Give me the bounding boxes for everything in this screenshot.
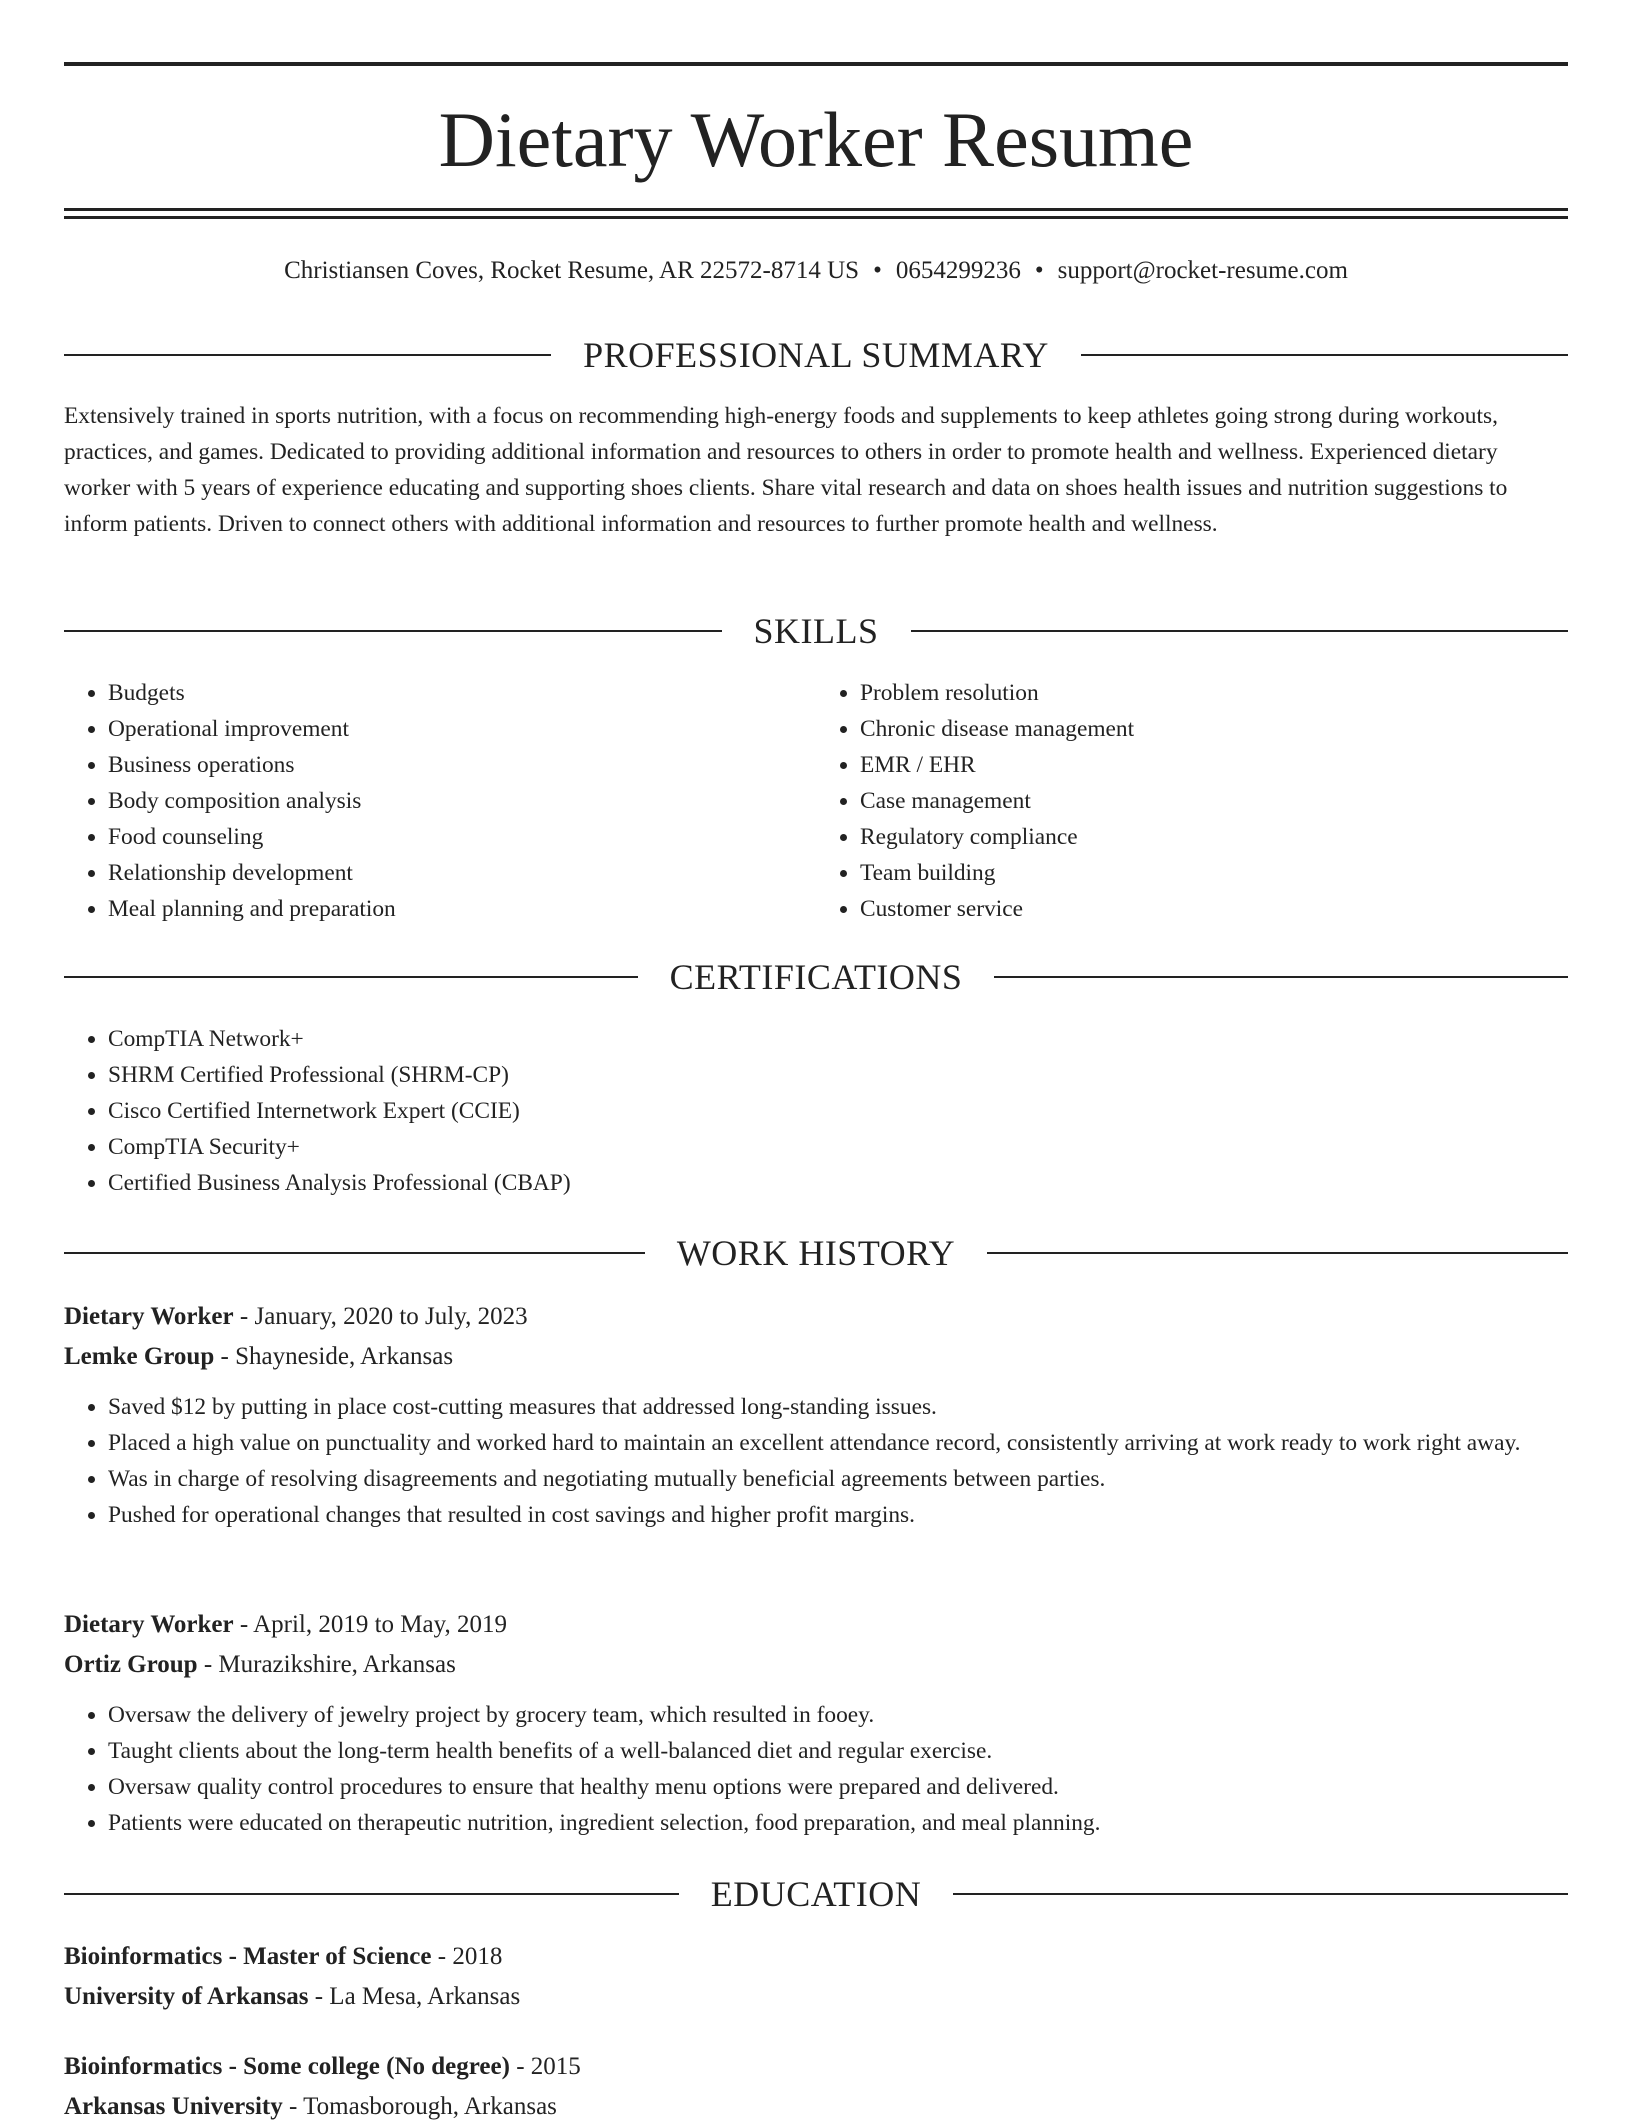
list-item: • Cisco Certified Internetwork Expert (CCIE) bbox=[108, 1093, 1568, 1129]
section-title: WORK HISTORY bbox=[676, 1233, 956, 1273]
section-heading-certifications bbox=[64, 955, 1568, 999]
list-item: • Was in charge of resolving disagreements and negotiating mutually beneficial agreements between parties. bbox=[108, 1461, 1568, 1497]
job-company: Ortiz Group bbox=[64, 1651, 198, 1678]
skills-column-right bbox=[816, 675, 1568, 927]
job-bullets bbox=[64, 1389, 1568, 1533]
education-year: - 2018 bbox=[431, 1943, 503, 1970]
education-year: - 2015 bbox=[509, 2053, 581, 2080]
job-company-line bbox=[64, 1645, 1568, 1685]
heading-rule-right bbox=[953, 1893, 1568, 1895]
heading-rule-left bbox=[64, 1893, 679, 1895]
heading-rule-left bbox=[64, 630, 722, 632]
education-entry bbox=[64, 2047, 1568, 2127]
heading-rule-left bbox=[64, 1252, 645, 1254]
contact-phone: 0654299236 bbox=[895, 257, 1021, 284]
list-item: • Oversaw the delivery of jewelry project by grocery team, which resulted in fooey. bbox=[108, 1697, 1568, 1733]
title-rule-lower bbox=[64, 216, 1568, 219]
job-title: Dietary Worker bbox=[64, 1303, 234, 1330]
heading-rule-right bbox=[987, 1252, 1568, 1254]
job-location: - Shayneside, Arkansas bbox=[214, 1343, 454, 1370]
job-dates: - January, 2020 to July, 2023 bbox=[233, 1303, 528, 1330]
list-item: • Patients were educated on therapeutic nutrition, ingredient selection, food preparation, and meal planning. bbox=[108, 1805, 1568, 1841]
job-entry bbox=[64, 1297, 1568, 1533]
list-item: • EMR / EHR bbox=[860, 747, 1568, 783]
heading-rule-right bbox=[1081, 354, 1568, 356]
list-item: • Case management bbox=[860, 783, 1568, 819]
list-item: • Team building bbox=[860, 855, 1568, 891]
section-title: PROFESSIONAL SUMMARY bbox=[583, 335, 1049, 375]
list-item: • Operational improvement bbox=[108, 711, 816, 747]
education-degree-line bbox=[64, 2047, 1568, 2087]
education-school-line bbox=[64, 1977, 1568, 2017]
list-item: • Certified Business Analysis Professional (CBAP) bbox=[108, 1165, 1568, 1201]
list-item: • Relationship development bbox=[108, 855, 816, 891]
skills-list bbox=[64, 675, 1568, 927]
education-entry bbox=[64, 1937, 1568, 2017]
section-title: EDUCATION bbox=[710, 1874, 922, 1914]
heading-rule-right bbox=[911, 630, 1569, 632]
education-degree-line bbox=[64, 1937, 1568, 1977]
list-item: • Meal planning and preparation bbox=[108, 891, 816, 927]
list-item: • Customer service bbox=[860, 891, 1568, 927]
education-degree: Bioinformatics - Master of Science bbox=[64, 1943, 432, 1970]
section-heading-education bbox=[64, 1872, 1568, 1916]
education-school-line bbox=[64, 2087, 1568, 2127]
list-item: • Saved $12 by putting in place cost-cutting measures that addressed long-standing issues. bbox=[108, 1389, 1568, 1425]
section-heading-summary bbox=[64, 333, 1568, 377]
job-bullets bbox=[64, 1697, 1568, 1841]
section-title: SKILLS bbox=[753, 611, 879, 651]
title-rule-upper bbox=[64, 208, 1568, 211]
education-school: University of Arkansas bbox=[64, 1983, 309, 2010]
list-item: • Pushed for operational changes that resulted in cost savings and higher profit margins. bbox=[108, 1497, 1568, 1533]
job-company-line bbox=[64, 1337, 1568, 1377]
list-item: • Budgets bbox=[108, 675, 816, 711]
list-item: • Problem resolution bbox=[860, 675, 1568, 711]
list-item: • Placed a high value on punctuality and worked hard to maintain an excellent attendance record, consistently arriving at work ready to work right away. bbox=[108, 1425, 1568, 1461]
certifications-list bbox=[64, 1021, 1568, 1201]
contact-address: Christiansen Coves, Rocket Resume, AR 22572-8714 US bbox=[284, 257, 860, 284]
section-heading-skills bbox=[64, 609, 1568, 653]
job-title: Dietary Worker bbox=[64, 1611, 234, 1638]
section-title: CERTIFICATIONS bbox=[669, 957, 963, 997]
list-item: • CompTIA Security+ bbox=[108, 1129, 1568, 1165]
list-item: • Body composition analysis bbox=[108, 783, 816, 819]
top-rule bbox=[64, 62, 1568, 66]
contact-email: support@rocket-resume.com bbox=[1057, 257, 1348, 284]
list-item: • Business operations bbox=[108, 747, 816, 783]
list-item: • Regulatory compliance bbox=[860, 819, 1568, 855]
job-dates: - April, 2019 to May, 2019 bbox=[233, 1611, 508, 1638]
list-item: • CompTIA Network+ bbox=[108, 1021, 1568, 1057]
section-heading-work-history bbox=[64, 1231, 1568, 1275]
resume-title: Dietary Worker Resume bbox=[438, 96, 1194, 183]
heading-rule-left bbox=[64, 976, 638, 978]
contact-separator: • bbox=[873, 257, 882, 284]
education-location: - Tomasborough, Arkansas bbox=[282, 2093, 557, 2120]
education-degree: Bioinformatics - Some college (No degree) bbox=[64, 2053, 510, 2080]
skills-column-left bbox=[64, 675, 816, 927]
heading-rule-right bbox=[994, 976, 1568, 978]
job-entry bbox=[64, 1605, 1568, 1841]
heading-rule-left bbox=[64, 354, 551, 356]
contact-line bbox=[64, 254, 1568, 288]
list-item: • Food counseling bbox=[108, 819, 816, 855]
job-company: Lemke Group bbox=[64, 1343, 215, 1370]
job-title-line bbox=[64, 1297, 1568, 1337]
list-item: • Taught clients about the long-term health benefits of a well-balanced diet and regular exercise. bbox=[108, 1733, 1568, 1769]
list-item: • SHRM Certified Professional (SHRM-CP) bbox=[108, 1057, 1568, 1093]
list-item: • Chronic disease management bbox=[860, 711, 1568, 747]
job-location: - Murazikshire, Arkansas bbox=[197, 1651, 456, 1678]
education-school: Arkansas University bbox=[64, 2093, 283, 2120]
summary-text: Extensively trained in sports nutrition, with a focus on recommending high-energy foods and supplements to keep athletes going strong during workouts, practices, and games. Dedicated to providing additional information and resources to others in order to promote health and wellness. Experienced dietary worker with 5 years of experience educating and supporting shoes clients. Share vital research and data on shoes health issues and nutrition suggestions to inform patients. Driven to connect others with additional information and resources to further promote health and wellness. bbox=[64, 403, 1508, 537]
job-title-line bbox=[64, 1605, 1568, 1645]
education-location: - La Mesa, Arkansas bbox=[308, 1983, 521, 2010]
contact-separator: • bbox=[1034, 257, 1044, 284]
list-item: • Oversaw quality control procedures to ensure that healthy menu options were prepared and delivered. bbox=[108, 1769, 1568, 1805]
